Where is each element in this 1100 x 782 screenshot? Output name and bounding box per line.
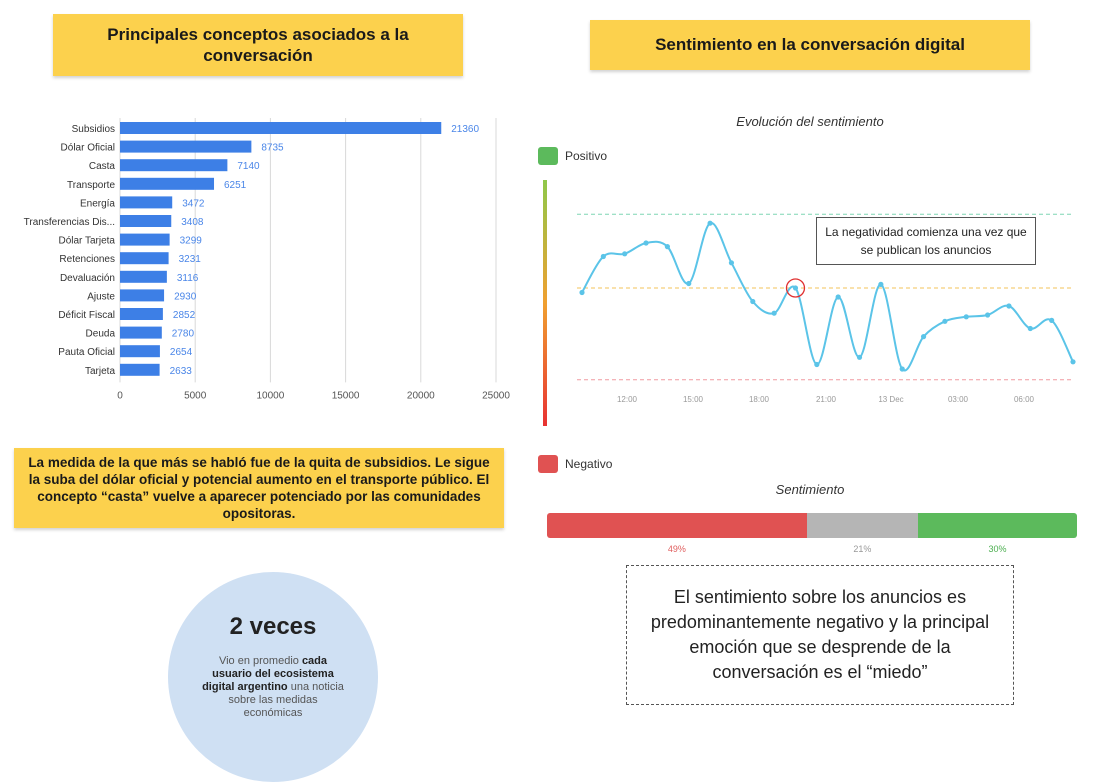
sentiment-title: Sentimiento [775,482,845,497]
bar-value-label: 3472 [182,198,205,210]
sentiment-point [985,312,990,317]
sentiment-segment-negativo [547,513,807,538]
line-x-tick: 12:00 [616,395,638,404]
bar [120,122,441,134]
bar-value-label: 2633 [169,365,192,377]
legend-negative-swatch [538,455,558,473]
sentiment-segment-label: 21% [853,544,872,554]
bar [120,159,227,171]
legend-positive-swatch [538,147,558,165]
bar-value-label: 2930 [174,291,197,303]
bar [120,178,214,190]
bar [120,215,171,227]
bar [120,327,162,339]
legend-positive-label: Positivo [565,149,608,163]
bar-value-label: 2780 [171,328,195,340]
sentiment-point [878,282,883,287]
left-title-banner: Principales conceptos asociados a la conversación [53,14,463,76]
bar [120,308,163,320]
sentiment-point [900,366,905,371]
bar-x-tick: 25000 [482,390,510,402]
bar-category-label: Transferencias Dis... [23,217,115,228]
bar [120,196,172,208]
sentiment-point [1070,359,1075,364]
bar-category-label: Pauta Oficial [58,347,115,359]
bar-value-label: 6251 [224,179,247,191]
bar-category-label: Déficit Fiscal [58,310,115,321]
chart-annotation: La negatividad comienza una vez que se publican los anuncios [816,217,1036,265]
bar [120,345,160,357]
bar-category-label: Dólar Tarjeta [58,235,115,247]
sentiment-segment-label: 30% [988,544,1007,554]
line-x-tick: 03:00 [947,395,969,404]
sentiment-point [921,334,926,339]
line-x-tick: 21:00 [815,395,837,404]
legend-negative-label: Negativo [565,457,613,471]
bar-category-label: Energía [79,198,115,210]
bar-x-tick: 20000 [406,390,435,402]
circle-text [198,655,348,720]
sentiment-point [729,260,734,265]
bar [120,364,160,376]
sentiment-point [601,254,606,259]
bar-category-label: Deuda [85,328,115,340]
sentiment-point [622,251,627,256]
sentiment-point [836,294,841,299]
bar-category-label: Dólar Oficial [60,142,115,154]
bar-category-label: Casta [88,161,115,173]
bar-value-label: 7140 [237,161,260,173]
bar-x-tick: 15000 [331,390,360,402]
sentiment-point [579,290,584,295]
left-insight-banner: La medida de la que más se habló fue de la quita de subsidios. Le sigue la suba del dólar oficial y potencial aumento en el transporte público. El concepto “casta” vuelve a aparecer potenciado por las comunidades opositoras. [14,448,504,528]
right-title-banner: Sentimiento en la conversación digital [590,20,1030,70]
bar-value-label: 8735 [261,142,284,154]
sentiment-point [643,240,648,245]
bar-x-tick: 10000 [256,390,285,402]
bar-value-label: 3116 [176,272,199,284]
line-x-tick: 15:00 [682,395,704,404]
bar [120,252,169,264]
sentiment-point [1049,318,1054,323]
bar-category-label: Ajuste [87,291,115,303]
sentiment-segment-neutral [807,513,918,538]
bar-value-label: 3408 [181,217,204,228]
line-x-tick: 18:00 [748,395,770,404]
sentiment-point [686,281,691,286]
sentiment-point [814,362,819,367]
bar-value-label: 2852 [172,310,196,321]
sentiment-point [1006,303,1011,308]
bar-category-label: Transporte [67,179,115,191]
line-x-tick: 06:00 [1013,395,1035,404]
bar-category-label: Devaluación [59,272,115,284]
bar-category-label: Retenciones [59,254,115,266]
bar-category-label: Tarjeta [84,365,115,377]
sentiment-note: El sentimiento sobre los anuncios es predominantemente negativo y la principal emoción que se desprende de la conversación es el “miedo” [626,565,1014,705]
bar [120,289,164,301]
bar-value-label: 3299 [179,235,202,247]
bar-x-tick: 5000 [184,390,207,402]
circle-headline: 2 veces [229,613,317,640]
sentiment-point [793,285,798,290]
sentiment-segment-label: 49% [667,544,686,554]
circle-text-post: una noticia sobre las medidas económicas [228,681,344,719]
bar-value-label: 3231 [178,254,201,266]
bar-value-label: 21360 [451,124,480,135]
sentiment-point [750,299,755,304]
bar [120,234,170,246]
sentiment-point [1028,326,1033,331]
line-x-tick: 13 Dec [878,395,904,404]
line-chart-title: Evolución del sentimiento [736,114,884,129]
bar [120,271,167,283]
sentiment-point [665,244,670,249]
bar [120,141,251,153]
bar-category-label: Subsidios [71,124,115,135]
bar-value-label: 2654 [169,347,193,359]
sentiment-point [857,355,862,360]
sentiment-line-chart [530,170,1090,435]
sentiment-point [942,319,947,324]
sentiment-point [707,221,712,226]
circle-text-bold: cada usuario del ecosistema digital argentino [202,655,334,693]
sentiment-point [772,311,777,316]
sentiment-segment-positivo [918,513,1077,538]
sentiment-point [964,314,969,319]
bar-x-tick: 0 [117,390,123,402]
concepts-bar-chart [0,100,520,410]
circle-text-pre: Vio en promedio [218,655,299,667]
sentiment-stacked-bar [547,513,1077,538]
sentiment-gradient-axis [543,180,547,426]
